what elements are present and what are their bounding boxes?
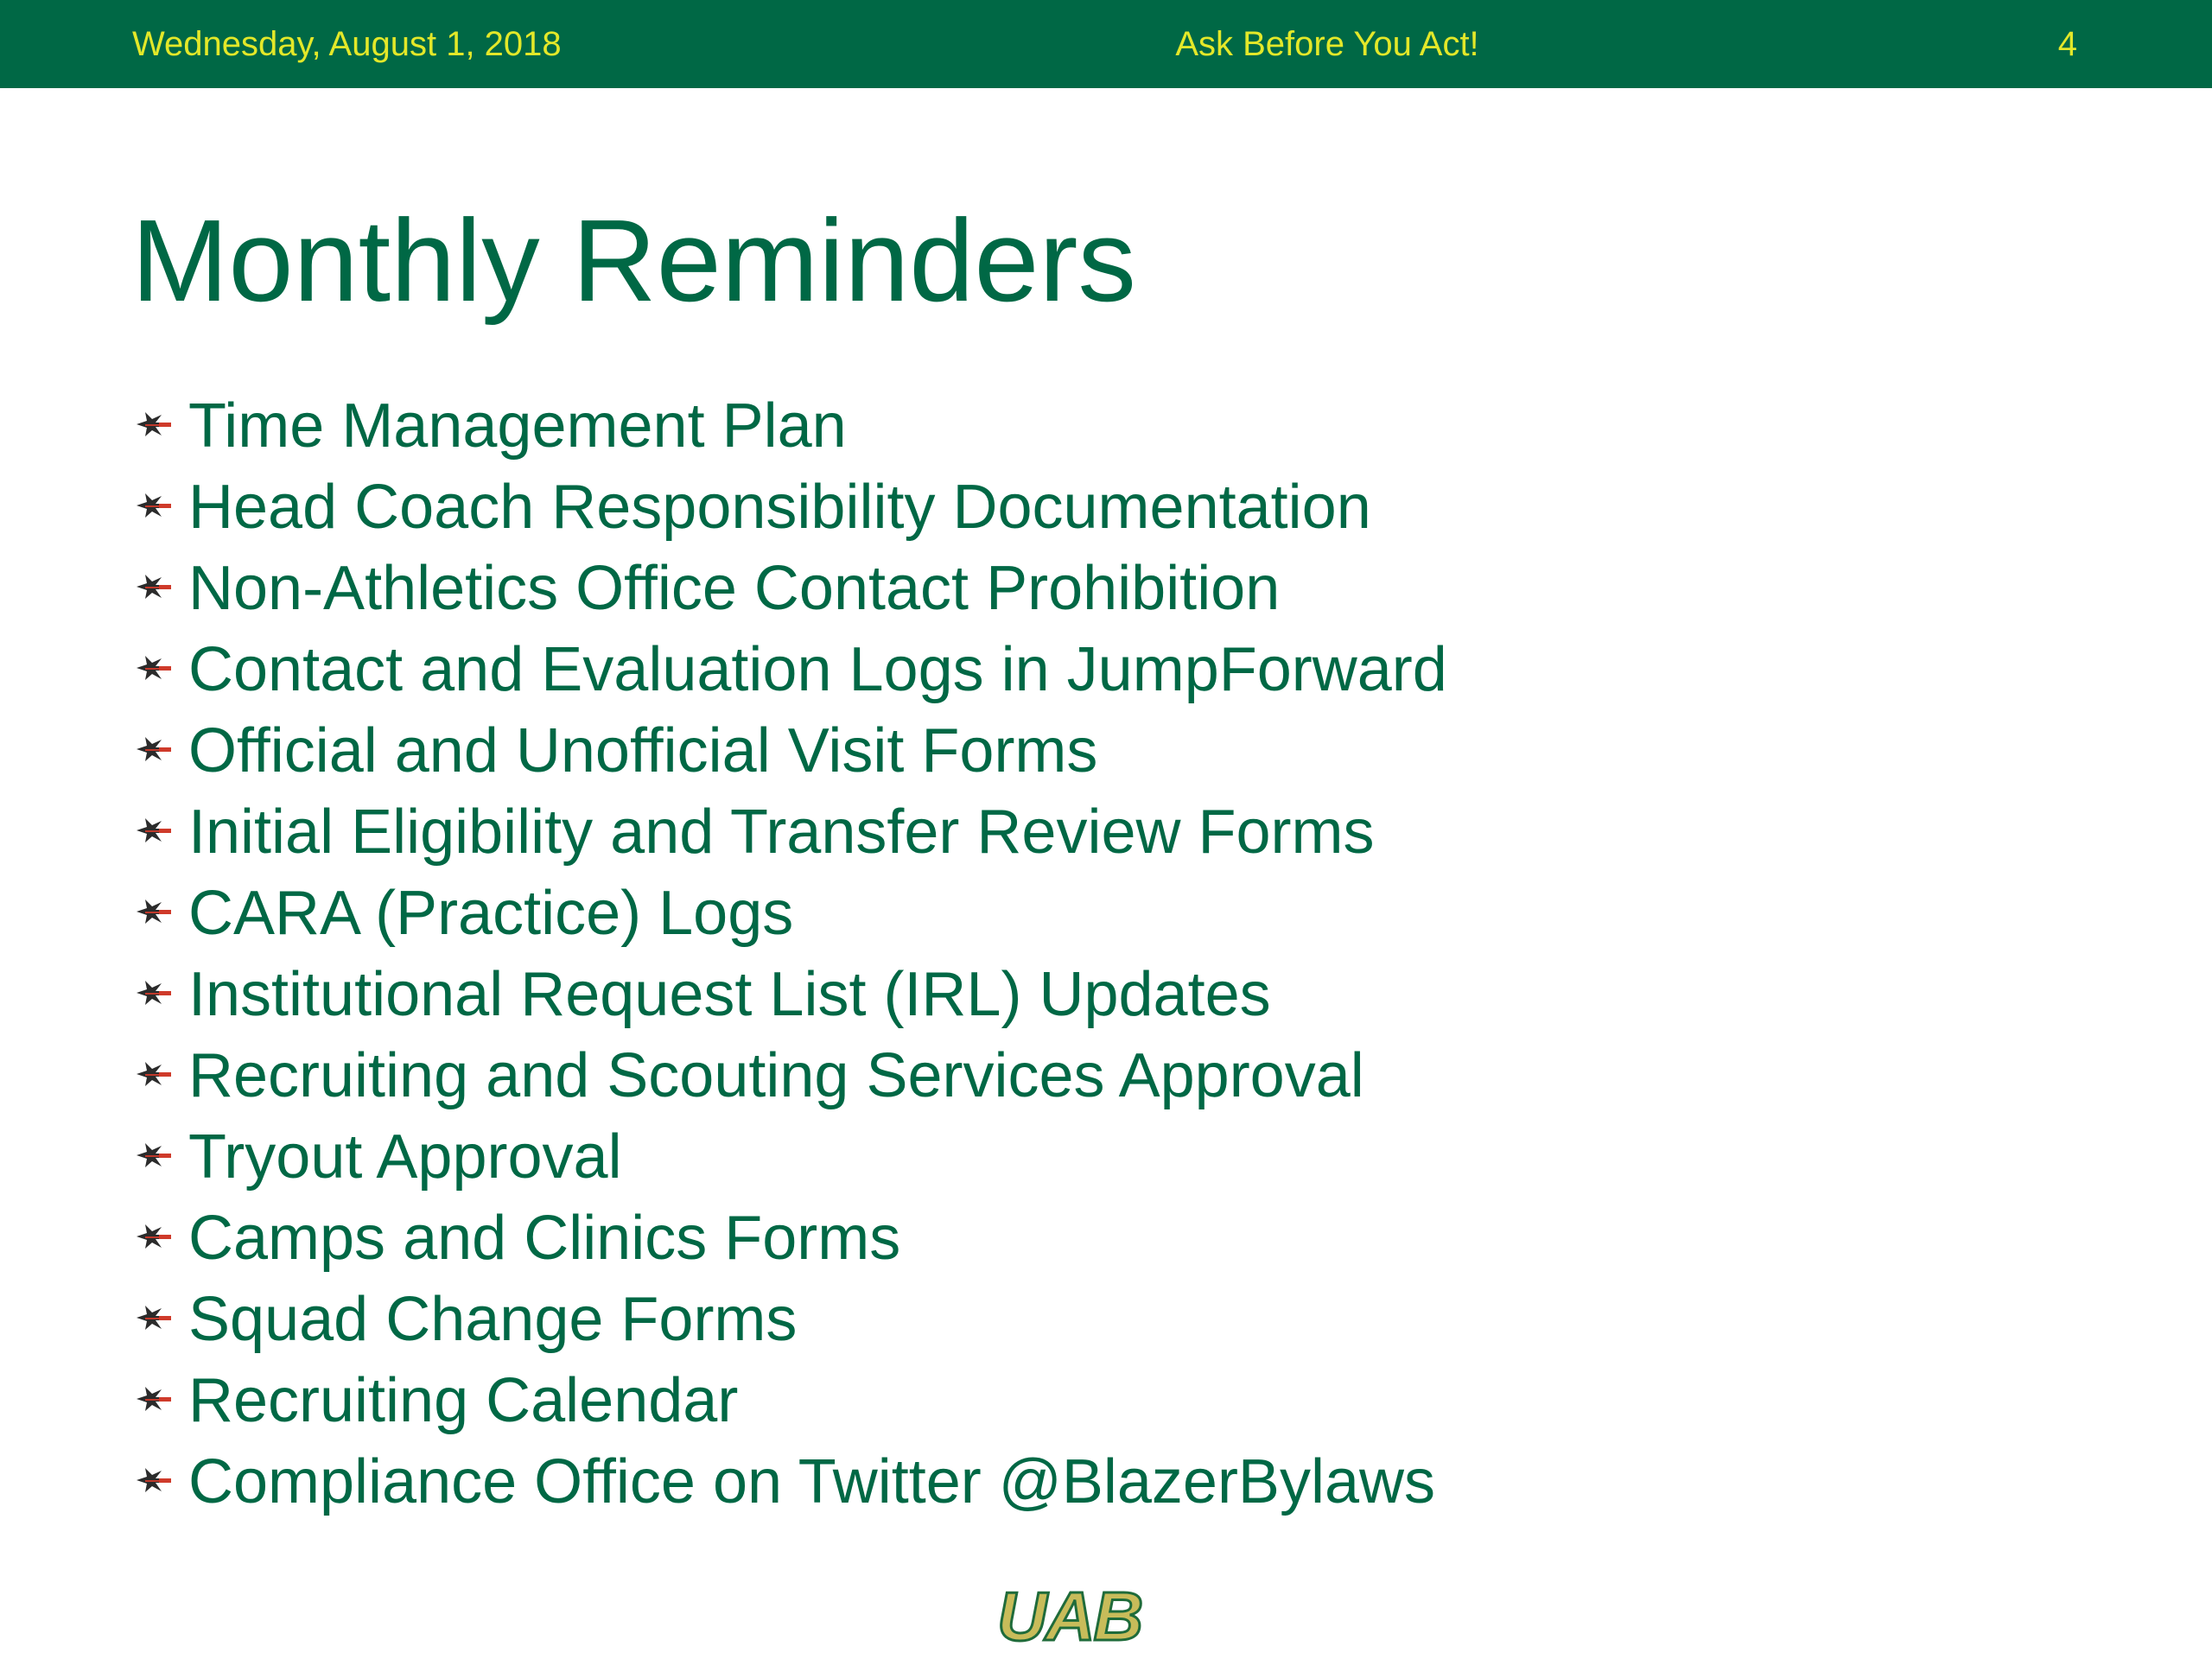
dragon-head-bullet-icon [133,491,173,522]
bullet-item [130,1198,1447,1279]
bullet-text: Compliance Office on Twitter @BlazerBylaws [188,1447,1435,1516]
dragon-head-bullet-icon [133,816,173,847]
dragon-head-bullet-icon [133,1059,173,1090]
bullet-item [130,1279,1447,1360]
dragon-head-bullet-icon [133,978,173,1009]
bullet-text: Recruiting and Scouting Services Approval [188,1041,1364,1110]
bullet-text: Institutional Request List (IRL) Updates [188,960,1271,1029]
bullet-text: CARA (Practice) Logs [188,879,794,948]
dragon-head-bullet-icon [133,572,173,603]
bullet-text: Contact and Evaluation Logs in JumpForward [188,635,1447,704]
bullet-item [130,1441,1447,1522]
logo-text: UAB [997,1581,1142,1649]
dragon-head-bullet-icon [133,653,173,684]
bullet-text: Recruiting Calendar [188,1366,739,1435]
page-number: 4 [2057,25,2077,63]
dragon-head-bullet-icon [133,897,173,928]
bullet-text: Squad Change Forms [188,1285,798,1354]
bullet-item [130,1360,1447,1441]
dragon-head-bullet-icon [133,734,173,766]
bullet-list [130,385,1447,1522]
bullet-item [130,467,1447,548]
bullet-item [130,1116,1447,1198]
bullet-text: Camps and Clinics Forms [188,1204,901,1273]
bullet-item [130,791,1447,873]
dragon-head-bullet-icon [133,1303,173,1334]
uab-logo [992,1581,1222,1649]
header-date: Wednesday, August 1, 2018 [132,25,562,63]
bullet-item [130,629,1447,710]
slide-title: Monthly Reminders [131,195,1136,326]
bullet-text: Initial Eligibility and Transfer Review Forms [188,798,1375,867]
bullet-item [130,873,1447,954]
bullet-item [130,385,1447,467]
bullet-item [130,954,1447,1035]
bullet-text: Non-Athletics Office Contact Prohibition [188,554,1281,623]
dragon-head-bullet-icon [133,410,173,441]
bullet-item [130,548,1447,629]
bullet-item [130,1035,1447,1116]
header-bar [0,0,2212,88]
dragon-head-bullet-icon [133,1465,173,1497]
bullet-text: Tryout Approval [188,1122,622,1192]
bullet-item [130,710,1447,791]
dragon-head-bullet-icon [133,1141,173,1172]
dragon-head-bullet-icon [133,1222,173,1253]
bullet-text: Head Coach Responsibility Documentation [188,473,1371,542]
header-title: Ask Before You Act! [1175,25,1479,63]
bullet-text: Time Management Plan [188,391,847,461]
dragon-head-bullet-icon [133,1384,173,1415]
bullet-text: Official and Unofficial Visit Forms [188,716,1098,785]
